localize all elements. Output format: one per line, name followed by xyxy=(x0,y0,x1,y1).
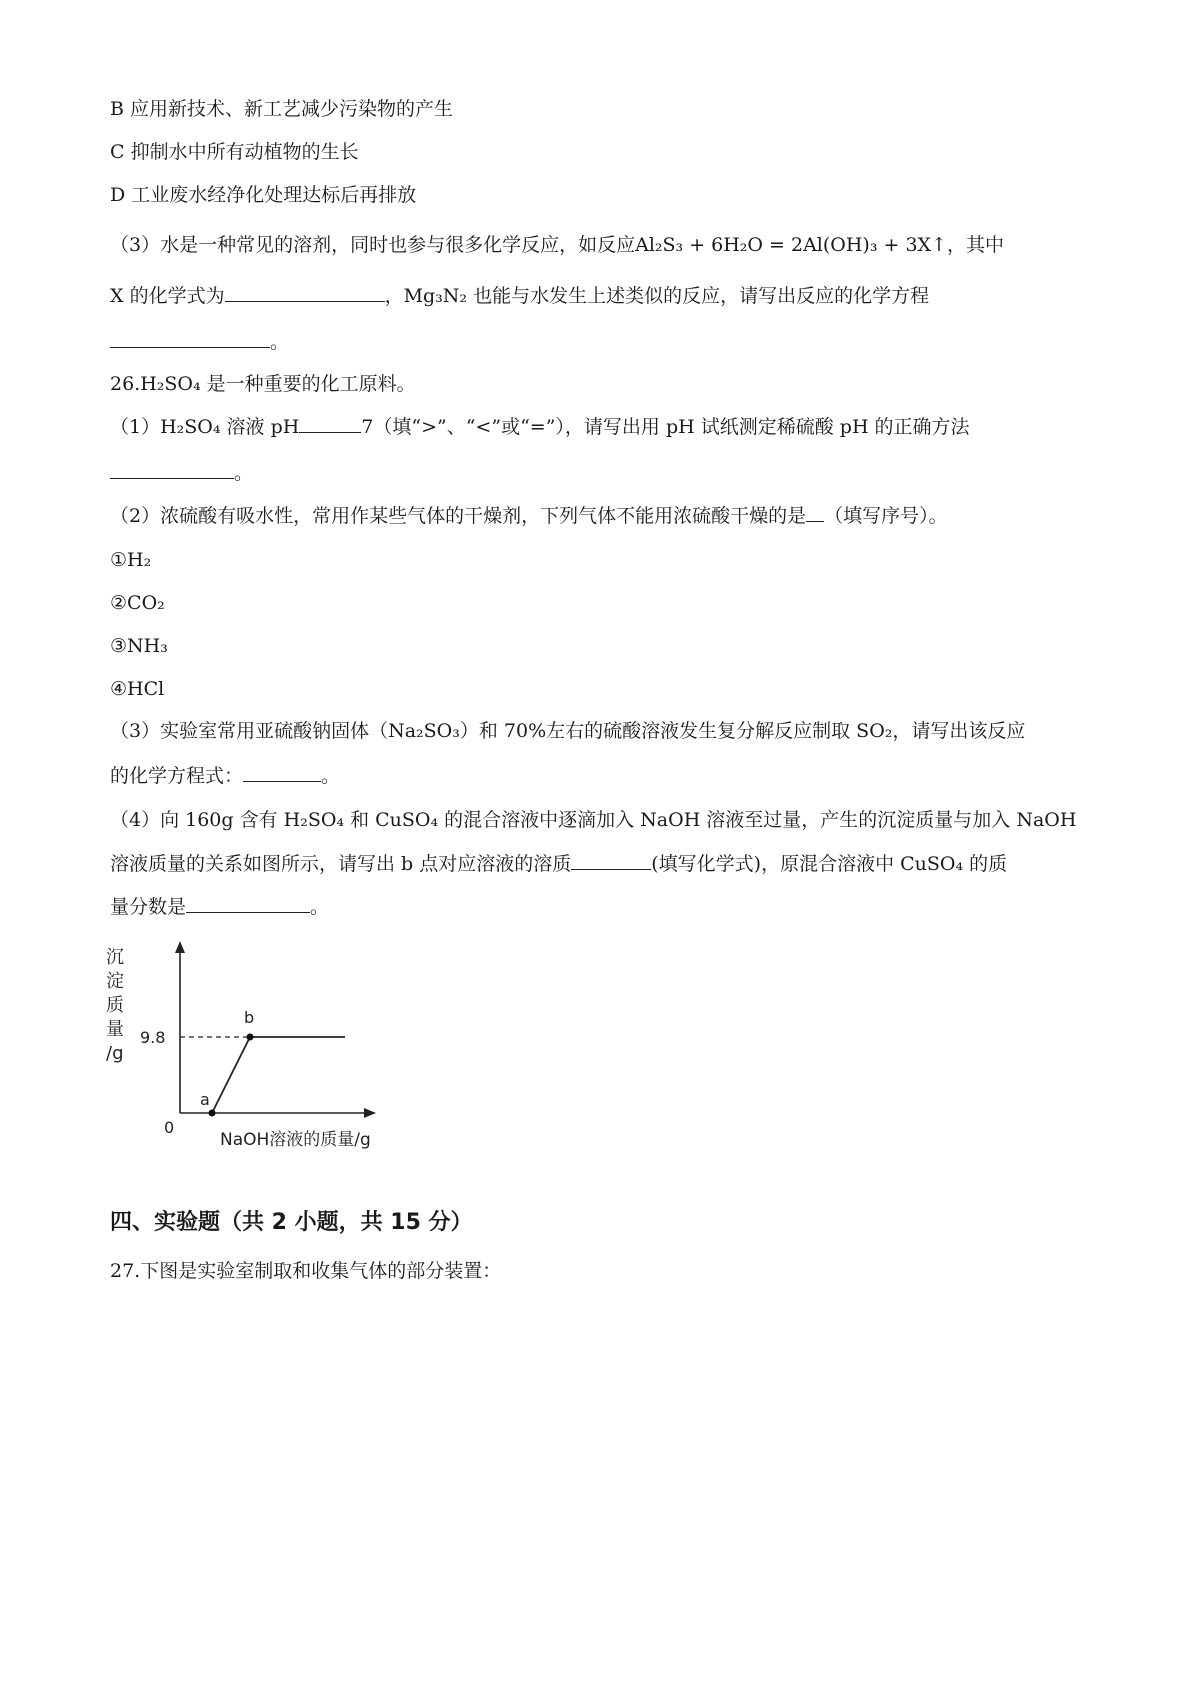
q26-1-line2 xyxy=(110,464,253,483)
precipitate-mass-chart xyxy=(100,935,420,1165)
q26-1-text-a: （1）H₂SO₄ 溶液 pH xyxy=(110,416,300,438)
q3-text-b: ，其中 xyxy=(947,234,1005,256)
q26-1-line1 xyxy=(110,418,970,437)
x-axis-arrow xyxy=(364,1108,376,1118)
point-label-b: b xyxy=(244,1008,255,1027)
q26-title: 26.H₂SO₄ 是一种重要的化工原料。 xyxy=(110,373,416,395)
q26-3-text-c: 。 xyxy=(321,765,341,787)
data-point-a xyxy=(209,1110,216,1117)
q26-4-line1: （4）向 160g 含有 H₂SO₄ 和 CuSO₄ 的混合溶液中逐滴加入 NaOH 溶液至过量，产生的沉淀质量与加入 NaOH xyxy=(110,809,1077,831)
q26-2-text-a: （2）浓硫酸有吸水性，常用作某些气体的干燥剂，下列气体不能用浓硫酸干燥的是 xyxy=(110,505,807,527)
option-d: D 工业废水经净化处理达标后再排放 xyxy=(110,184,417,206)
q26-1-text-b: 7（填“>”、“<”或“=”），请写出用 pH 试纸测定稀硫酸 pH 的正确方法 xyxy=(361,416,970,438)
answer-blank[interactable] xyxy=(299,431,361,433)
answer-blank[interactable] xyxy=(806,520,824,522)
q3-text-d: 。 xyxy=(270,331,290,353)
gas-option-4: ④HCl xyxy=(110,678,165,700)
y-tick-label: 9.8 xyxy=(140,1028,166,1047)
answer-blank[interactable] xyxy=(225,300,385,302)
answer-blank[interactable] xyxy=(186,911,310,913)
q3-line1 xyxy=(110,236,1004,255)
option-b: B 应用新技术、新工艺减少污染物的产生 xyxy=(110,98,454,120)
y-axis-label: 沉淀质量/g xyxy=(106,947,124,1064)
q26-4-text-c1: 量分数是 xyxy=(110,896,187,918)
q26-2-text-b: （填写序号）。 xyxy=(824,505,948,527)
point-label-a: a xyxy=(200,1090,210,1109)
q3-line2 xyxy=(110,287,929,306)
q26-3-line1: （3）实验室常用亚硫酸钠固体（Na₂SO₃）和 70%左右的硫酸溶液发生复分解反应制取 SO₂，请写出该反应 xyxy=(110,720,1026,742)
q3-text-a: （3）水是一种常见的溶剂，同时也参与很多化学反应，如反应 xyxy=(110,234,636,256)
gas-option-3: ③NH₃ xyxy=(110,635,168,657)
q3-equation: Al₂S₃ + 6H₂O = 2Al(OH)₃ + 3X↑ xyxy=(635,234,947,256)
q26-4-text-b2: (填写化学式)，原混合溶液中 CuSO₄ 的质 xyxy=(651,853,1008,875)
answer-blank[interactable] xyxy=(243,780,321,782)
y-axis-arrow xyxy=(175,941,185,953)
q27-title: 27.下图是实验室制取和收集气体的部分装置： xyxy=(110,1260,502,1282)
origin-label: 0 xyxy=(164,1118,175,1137)
data-point-b xyxy=(247,1034,254,1041)
q26-4-line3 xyxy=(110,898,329,917)
q26-3-text-b: 的化学方程式： xyxy=(110,765,244,787)
q26-4-line2 xyxy=(110,855,1007,874)
q26-1-text-c: 。 xyxy=(234,462,254,484)
q26-4-text-b1: 溶液质量的关系如图所示，请写出 b 点对应溶液的溶质 xyxy=(110,853,572,875)
q26-4-text-c2: 。 xyxy=(310,896,330,918)
section-heading: 四、实验题（共 2 小题，共 15 分） xyxy=(110,1210,473,1235)
series-line-rise xyxy=(212,1037,250,1113)
q3-text-c1: X 的化学式为 xyxy=(110,285,225,307)
answer-blank[interactable] xyxy=(571,868,651,870)
x-axis-label: NaOH溶液的质量/g xyxy=(220,1130,371,1150)
gas-option-1: ①H₂ xyxy=(110,549,152,571)
answer-blank[interactable] xyxy=(110,477,234,479)
q3-text-c2: ，Mg₃N₂ 也能与水发生上述类似的反应，请写出反应的化学方程 xyxy=(384,285,930,307)
q3-line3 xyxy=(110,333,289,352)
answer-blank[interactable] xyxy=(110,346,270,348)
series-group xyxy=(200,1008,345,1117)
gas-option-2: ②CO₂ xyxy=(110,592,165,614)
q26-3-line2 xyxy=(110,767,340,786)
option-c: C 抑制水中所有动植物的生长 xyxy=(110,141,359,163)
q26-2-line xyxy=(110,507,948,526)
